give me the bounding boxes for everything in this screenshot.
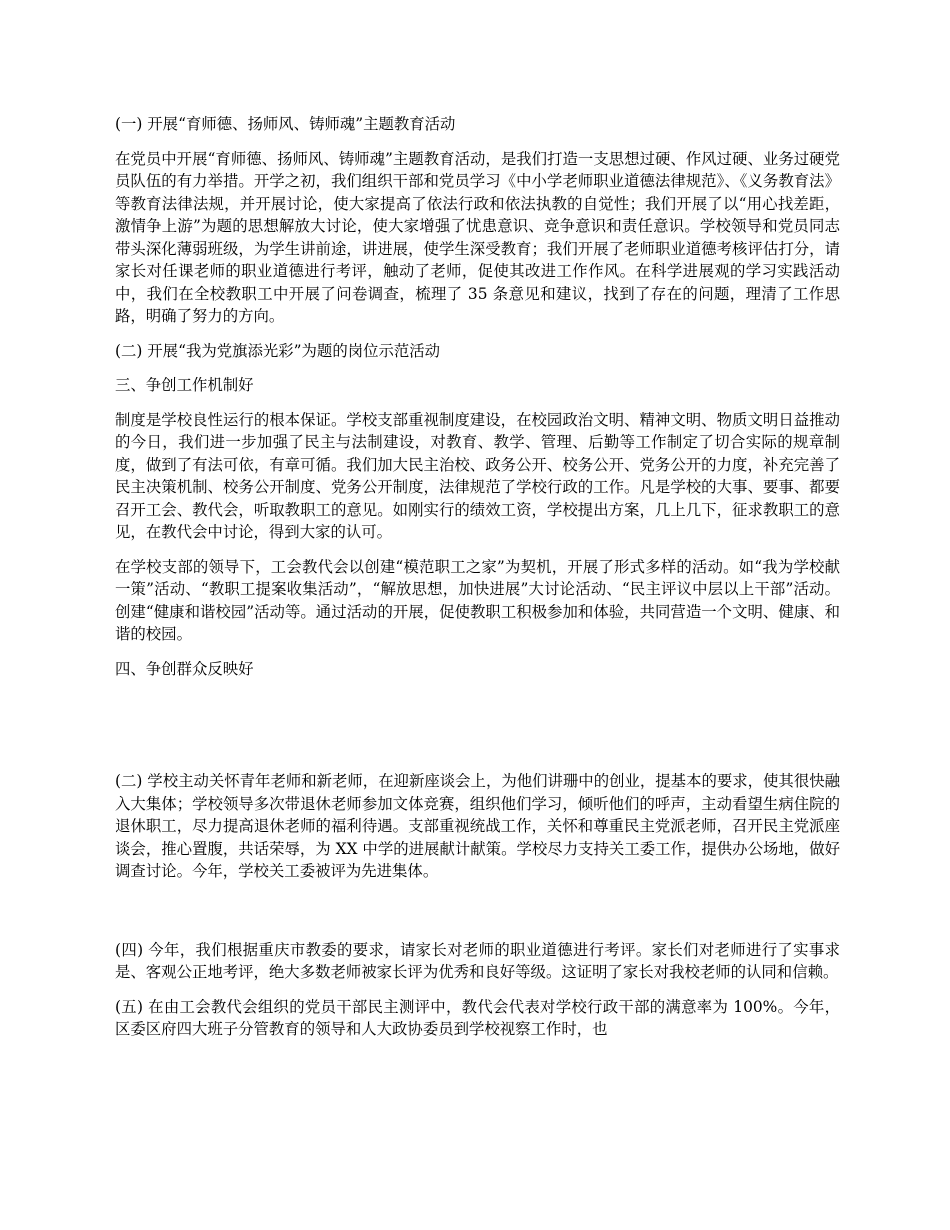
- paragraph-3: 在学校支部的领导下，工会教代会以创建“模范职工之家”为契机，开展了形式多样的活动。如“我为学校献一策”活动、“教职工提案收集活动”，“解放思想，加快进展”大讨论活动、“民主评议中层以上干部”活动。创建“健康和谐校园”活动等。通过活动的开展，促使教职工积极参加和体验，共同营造一个文明、健康、和谐的校园。: [115, 557, 840, 643]
- section-heading-3: 三、争创工作机制好: [115, 376, 254, 394]
- paragraph-4: (二) 学校主动关怀青年老师和新老师，在迎新座谈会上，为他们讲珊中的创业，提基本的要求，使其很快融入大集体；学校领导多次带退休老师参加文体竞赛，组织他们学习，倾听他们的呼声，主动看望生病住院的退休职工，尽力提高退休老师的福利待遇。支部重视统战工作，关怀和尊重民主党派老师，召开民主党派座谈会，推心置腹，共话荣辱，为 XX 中学的进展献计献策。学校尽力支持关工委工作，提供办公场地，做好调查讨论。今年，学校关工委被评为先进集体。: [115, 772, 840, 880]
- paragraph-5: (四) 今年，我们根据重庆市教委的要求，请家长对老师的职业道德进行考评。家长们对老师进行了实事求是、客观公正地考评，绝大多数老师被家长评为优秀和良好等级。这证明了家长对我校老师的认同和信赖。: [115, 940, 840, 981]
- section-heading-4: 四、争创群众反映好: [115, 659, 254, 678]
- document-page: [115, 113, 840, 1041]
- paragraph-1: 在党员中开展“育师德、扬师风、铸师魂”主题教育活动，是我们打造一支思想过硬、作风过硬、业务过硬党员队伍的有力举措。开学之初，我们组织干部和党员学习《中小学老师职业道德法律规范》、《义务教育法》等教育法律法规，并开展讨论，使大家提高了依法行政和依法执教的自觉性；我们开展了以“用心找差距，激情争上游”为题的思想解放大讨论，使大家增强了忧患意识、竞争意识和责任意识。学校领导和党员同志带头深化薄弱班级，为学生讲前途，讲进展，使学生深受教育；我们开展了老师职业道德考核评估打分，请家长对任课老师的职业道德进行考评，触动了老师，促使其改进工作作风。在科学进展观的学习实践活动中，我们在全校教职工中开展了问卷调查，梳理了 35 条意见和建议，找到了存在的问题，理清了工作思路，明确了努力的方向。: [115, 149, 840, 325]
- paragraph-2: 制度是学校良性运行的根本保证。学校支部重视制度建设，在校园政治文明、精神文明、物质文明日益推动的今日，我们进一步加强了民主与法制建设，对教育、教学、管理、后勤等工作制定了切合实际的规章制度，做到了有法可依，有章可循。我们加大民主治校、政务公开、校务公开、党务公开的力度，补充完善了民主决策机制、校务公开制度、党务公开制度，法律规范了学校行政的工作。凡是学校的大事、要事、都要召开工会、教代会，听取教职工的意见。如刚实行的绩效工资，学校提出方案，几上几下，征求教职工的意见，在教代会中讨论，得到大家的认可。: [115, 410, 840, 541]
- section-heading-1: (一) 开展“育师德、扬师风、铸师魂”主题教育活动: [115, 115, 456, 133]
- paragraph-6: (五) 在由工会教代会组织的党员干部民主测评中，教代会代表对学校行政干部的满意率为 100%。今年，区委区府四大班子分管教育的领导和人大政协委员到学校视察工作时，也: [115, 997, 840, 1038]
- section-heading-2: (二) 开展“我为党旗添光彩”为题的岗位示范活动: [115, 341, 441, 360]
